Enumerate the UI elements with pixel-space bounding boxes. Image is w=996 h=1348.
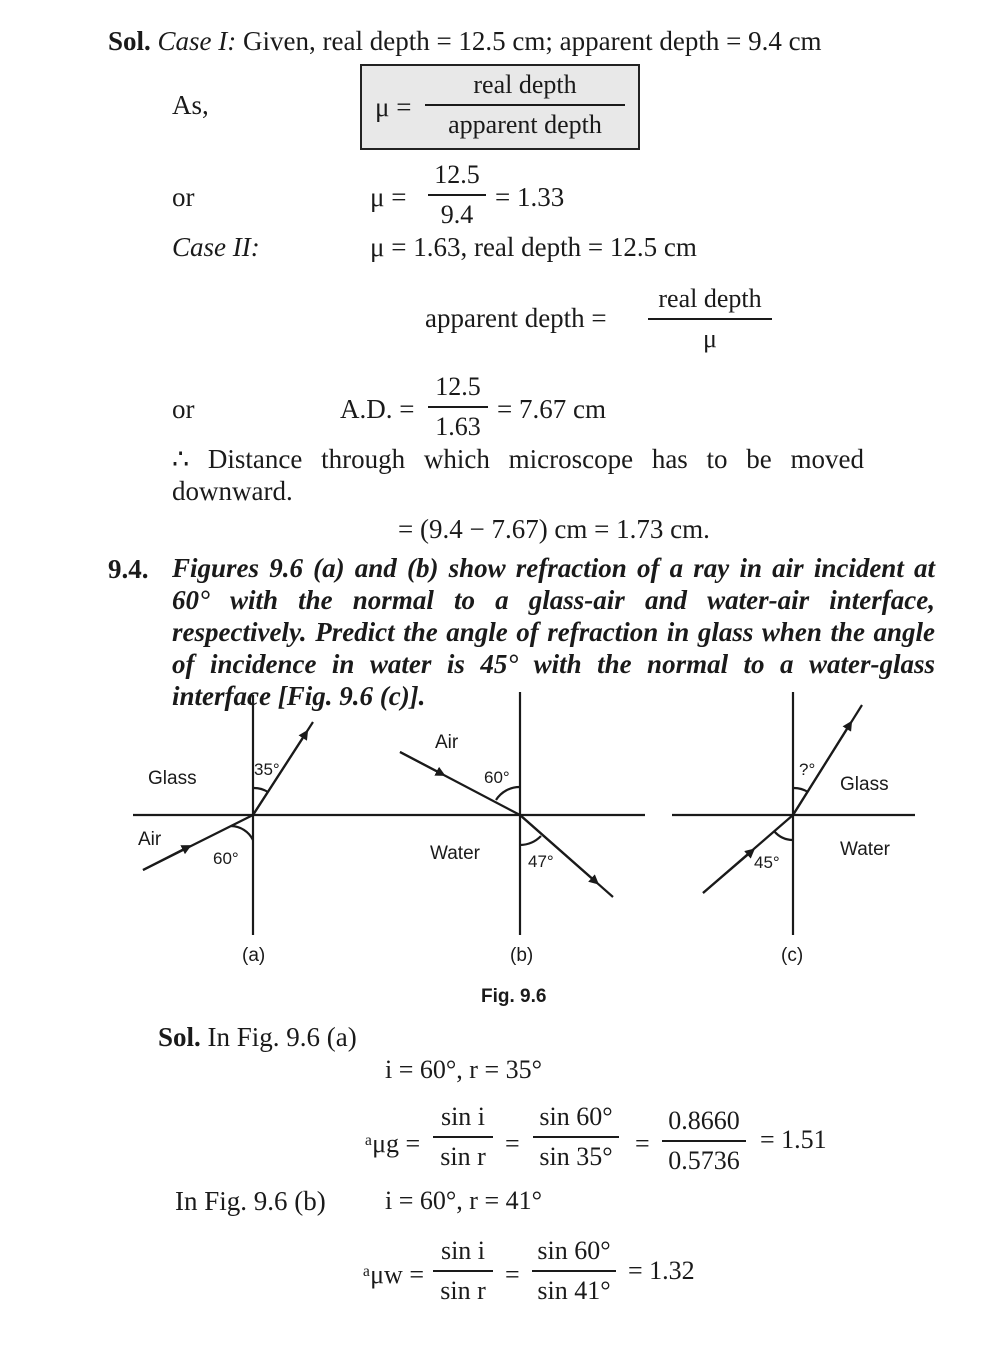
fraction-bar [533,1136,619,1138]
question-text: Figures 9.6 (a) and (b) show refraction of a ray in air incident at 60° with the normal to a glass-air and water-air interface, respectively. Predict the angle of refraction in glass when the angle of incidence in water is 45° with the normal to a water-glass interface [Fig. 9.6 (c)]. [172,553,935,711]
case-2-label: Case II: [172,232,260,262]
equals-a1: = [505,1129,520,1158]
numerator: 0.8660 [668,1106,740,1135]
sin-i-over-sin-r-b [433,1238,493,1304]
mu-equals: μ = [370,182,407,212]
figure-title: Fig. 9.6 [481,986,547,1007]
sol-label-2: Sol. [158,1022,201,1052]
mu-water-symbol: ᵃμw = [363,1260,424,1289]
numerator: sin i [440,1236,486,1265]
or-label-1: or [172,182,195,212]
angle-60-label-a: 60° [213,849,239,868]
fraction-bar [433,1270,493,1272]
case-1-heading: Case I: [157,26,237,56]
denominator: sin r [440,1141,486,1171]
result-1-32: = 1.32 [628,1256,695,1285]
intro-fig-b: In Fig. 9.6 (b) [175,1186,326,1216]
fraction-bar [433,1136,493,1138]
label-glass-c: Glass [840,774,889,795]
given-values-a: i = 60°, r = 35° [385,1055,543,1084]
angle-45-label: 45° [754,853,780,872]
result-1-33: = 1.33 [495,182,565,212]
sol-label: Sol. [108,26,151,56]
arc-a-top [253,788,268,792]
question-number: 9.4. [108,554,149,584]
fraction-numerator: real depth [473,70,577,99]
label-water-b: Water [430,843,480,864]
incident-arrow-a [143,847,188,870]
angle-47-label: 47° [528,852,554,871]
numerator: sin 60° [537,1236,611,1265]
ad-equals: A.D. = [340,394,415,424]
final-distance-equation: = (9.4 − 7.67) cm = 1.73 cm. [398,514,710,544]
numerator: sin 60° [539,1102,613,1131]
denominator: 0.5736 [668,1145,740,1175]
numerator: 12.5 [434,160,480,189]
arc-c-top [793,788,808,792]
fraction-bar [532,1270,616,1272]
label-air-a: Air [138,829,162,850]
case-1-text: Given, real depth = 12.5 cm; apparent depth = 9.4 cm [243,26,822,56]
label-glass-a: Glass [148,768,197,789]
caption-c: (c) [781,945,804,966]
numerator: sin i [440,1102,486,1131]
equals-b1: = [505,1260,520,1289]
numeric-fraction-a [662,1108,746,1174]
refracted-arrow-b [520,815,596,882]
arc-c-bottom [774,831,793,840]
angle-unknown-label: ?° [799,760,816,779]
arc-b-top [496,787,520,800]
therefore-line-2: downward. [172,476,293,506]
result-7-67: = 7.67 cm [497,394,606,424]
intro-fig-a: In Fig. 9.6 (a) [207,1022,357,1052]
equals-a2: = [635,1129,650,1158]
denominator: sin r [440,1275,486,1305]
mu-symbol: μ = [375,92,412,122]
mu-glass-symbol: ᵃμg = [365,1129,421,1158]
denominator: μ [703,323,717,353]
angle-35-label: 35° [254,760,280,779]
therefore-line-1: ∴ Distance through which microscope has to be moved [172,444,865,474]
denominator: 1.63 [435,411,481,441]
figure-a-diagram [133,695,378,935]
solution-2-intro [158,1024,357,1051]
result-1-51: = 1.51 [760,1125,827,1154]
label-air-b: Air [435,732,459,753]
caption-b: (b) [510,945,534,966]
incident-arrow-b [400,752,442,774]
caption-a: (a) [242,945,266,966]
denominator: sin 41° [537,1275,611,1305]
given-values-b: i = 60°, r = 41° [385,1186,543,1215]
as-label: As, [172,90,209,120]
or-label-2: or [172,394,195,424]
denominator: sin 35° [539,1141,613,1171]
sin-i-over-sin-r-a [433,1104,493,1170]
sin60-over-sin35 [533,1104,619,1170]
incident-arrow-c [703,851,752,893]
label-water-c: Water [840,839,890,860]
case-2-text: μ = 1.63, real depth = 12.5 cm [370,232,697,262]
numerator: real depth [658,284,762,313]
figure-c-diagram [672,692,915,935]
sin60-over-sin41 [532,1238,616,1304]
fraction-bar [662,1140,746,1142]
apparent-depth-label: apparent depth = [425,303,607,333]
fraction-denominator: apparent depth [448,109,602,139]
figure-b-diagram [378,692,645,935]
arc-a-bottom [231,826,253,840]
arc-b-bottom [520,836,541,845]
numerator: 12.5 [435,372,481,401]
angle-60-label-b: 60° [484,768,510,787]
denominator: 9.4 [440,199,474,229]
